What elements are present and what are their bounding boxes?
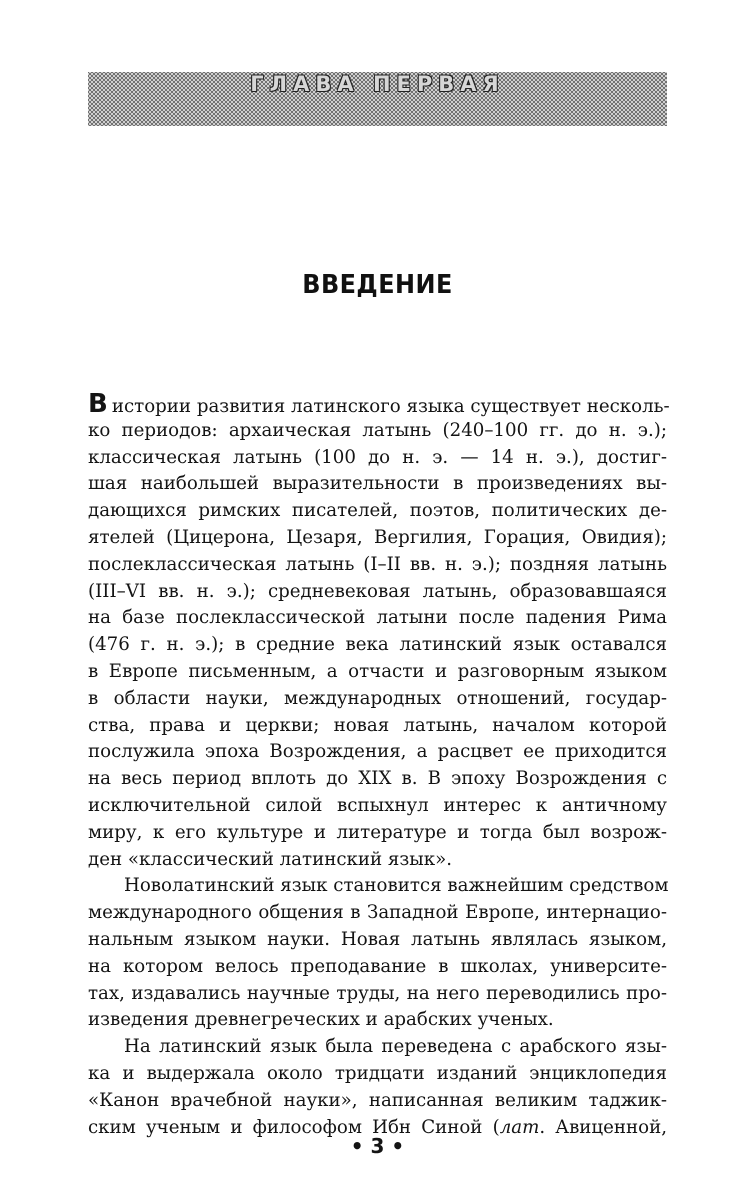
paragraph-2 [88,873,667,1034]
text-line: Новолатинский язык становится важнейшим средством [124,875,669,897]
text-line: изведения древнегреческих и арабских ученых. [88,1009,554,1031]
body-text [88,389,670,1141]
text-line: послеклассическая латынь (I–II вв. н. э.); поздняя латынь [88,553,667,575]
text-line: миру, к его культуре и литературе и тогда был возрож- [88,821,667,843]
section-title: ВВЕДЕНИЕ [302,270,453,300]
text-line: (III–VI вв. н. э.); средневековая латынь, образовавшаяся [88,580,667,602]
chapter-header-band [88,72,667,126]
text-line: шая наибольшей выразительности в произведениях вы- [88,473,667,495]
text-line: на котором велось преподавание в школах, университе- [88,955,667,977]
text-line: ства, права и церкви; новая латынь, началом которой [88,714,667,736]
text-line: на весь период вплоть до XIX в. В эпоху Возрождения с [88,768,667,790]
page-number: • 3 • [350,1134,405,1158]
text-line: нальным языком науки. Новая латынь являлась языком, [88,928,667,950]
text-line: «Канон врачебной науки», написанная великим таджик- [88,1089,667,1111]
text-line: На латинский язык была переведена с арабского язы- [124,1036,667,1058]
text-line: ко периодов: архаическая латынь (240–100 гг. до н. э.); [88,419,667,441]
text-line: классическая латынь (100 до н. э. — 14 н. э.), достиг- [88,446,667,468]
chapter-title: ГЛАВА ПЕРВАЯ [250,72,505,96]
text-line: исключительной силой вспыхнул интерес к античному [88,794,667,816]
text-line: (476 г. н. э.); в средние века латинский язык оставался [88,634,667,656]
paragraph-3 [88,1034,667,1141]
text-line: в Европе письменным, а отчасти и разговорным языком [88,660,667,682]
text-line: в области науки, международных отношений, государ- [88,687,667,709]
text-line: послужила эпоха Возрождения, а расцвет ее приходится [88,741,667,763]
text-line: В истории развития латинского языка существует несколь- [88,389,670,419]
text-line: дающихся римских писателей, поэтов, политических де- [88,500,667,522]
text-line: тах, издавались научные труды, на него переводились про- [88,982,667,1004]
drop-cap: В [88,389,108,419]
text-line: международного общения в Западной Европе, интернацио- [88,902,667,924]
text-line: ским ученым и философом Ибн Синой (лат. Авиценной, [88,1116,667,1138]
text-line: на базе послеклассической латыни после падения Рима [88,607,667,629]
paragraph-1 [88,389,670,873]
text-line: ятелей (Цицерона, Цезаря, Вергилия, Горация, Овидия); [88,526,667,548]
text-line: ден «классический латинский язык». [88,848,453,870]
text-line: ка и выдержала около тридцати изданий энциклопедия [88,1062,667,1084]
